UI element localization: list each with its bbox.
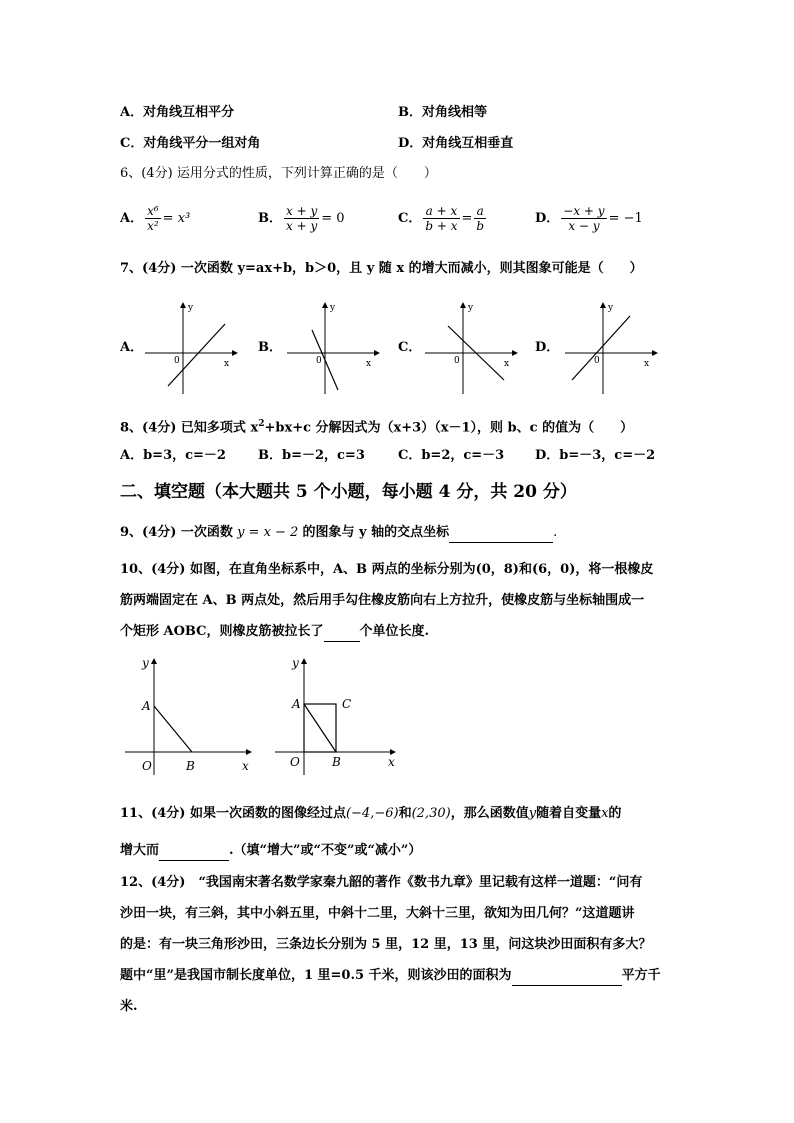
q11-point2: (2,30) (411, 806, 451, 821)
q6-option-d: D． $\frac{-x + y}{x - y}$ = −1 (535, 204, 643, 233)
point-b-label: B (186, 759, 195, 773)
origin-label: 0 (174, 356, 180, 366)
q10-line1: 10、(4分) 如图，在直角坐标系中，A、B 两点的坐标分别为(0，8)和(6，0)，将一根橡皮 (120, 562, 654, 577)
q6-option-a: A． $\frac{\text{x⁶}}{\text{x²}}$ = x³ (120, 204, 191, 233)
point-a-label: A (142, 699, 151, 713)
q8-option-d: D．b=－3，c=－2 (535, 448, 656, 463)
q5-option-b: B．对角线相等 (398, 105, 487, 120)
axis-y-label: y (608, 303, 614, 313)
axis-y-label: y (188, 303, 194, 313)
point-o-label: O (290, 755, 300, 769)
point-b-label: B (332, 755, 341, 769)
q8-option-c: C．b=2，c=－3 (398, 448, 505, 463)
q9-formula: y = x − 2 (237, 525, 299, 540)
q7-graph-a (140, 298, 240, 398)
q6-option-c: C． $\frac{a + x}{b + x}$ = $\frac{a}{b}$ (398, 204, 485, 233)
q11-point1: (−4,−6) (345, 806, 399, 821)
section-heading: 二、填空题（本大题共 5 个小题，每小题 4 分，共 20 分） (120, 482, 577, 502)
q12-line2: 沙田一块，有三斜，其中小斜五里，中斜十二里，大斜十三里，欲知为田几何？”这道题讲 (120, 906, 635, 921)
q9-line: 9、(4分) 一次函数 y = x − 2 的图象与 y 轴的交点坐标 . (120, 524, 557, 543)
axis-y-label: y (468, 303, 474, 313)
q7-graph-c (420, 298, 520, 398)
q7-option-a-label: A． (120, 340, 144, 355)
q5-option-d: D．对角线互相垂直 (398, 136, 514, 151)
q12-answer-blank[interactable] (512, 967, 622, 986)
q8-stem: 8、(4分) 已知多项式 $x^2+bx+c$ 分解因式为（x+3）（x－1），则 b、c 的值为（ ） (120, 419, 634, 436)
q10-line3: 个矩形 AOBC，则橡皮筋被拉长了 个单位长度. (120, 623, 429, 642)
q8-option-a: A．b=3，c=－2 (120, 448, 226, 463)
axis-x-label: x (366, 359, 372, 369)
q5-option-a: A．对角线互相平分 (120, 105, 235, 120)
q12-line5: 米. (120, 999, 138, 1014)
q10-figure-left (120, 650, 260, 780)
axis-x-label: x (242, 759, 249, 773)
q7-stem: 7、(4分) 一次函数 y=ax+b，b＞0，且 y 随 x 的增大而减小，则其图象可能是（ ） (120, 261, 643, 276)
point-c-label: C (342, 697, 352, 711)
axis-x-label: x (504, 359, 510, 369)
q10-line2: 筋两端固定在 A、B 两点处，然后用手勾住橡皮筋向右上方拉升，使橡皮筋与坐标轴围成一 (120, 593, 645, 608)
q11-line2: 增大而 .（填“增大”或“不变”或“减小”） (120, 842, 421, 861)
q12-line1: 12、(4分) “我国南宋著名数学家秦九韶的著作《数书九章》里记载有这样一道题：“问有 (120, 875, 643, 890)
q7-graph-d (560, 298, 660, 398)
q12-line4: 题中“里”是我国市制长度单位，1 里=0.5 千米，则该沙田的面积为 平方千 (120, 967, 661, 986)
q9-answer-blank[interactable] (449, 524, 553, 543)
q7-option-c-label: C． (398, 340, 422, 355)
axis-x-label: x (644, 359, 650, 369)
axis-x-label: x (388, 755, 395, 769)
q8-option-b: B．b=－2，c=3 (258, 448, 365, 463)
q11-line1: 11、(4分) 如果一次函数的图像经过点(−4,−6)和(2,30)，那么函数值y随着自变量x的 (120, 806, 622, 821)
q10-answer-blank[interactable] (324, 623, 360, 642)
q10-figure-right (270, 650, 410, 780)
q6-stem: 6、(4分) 运用分式的性质，下列计算正确的是（ ） (120, 166, 437, 181)
axis-y-label: y (142, 656, 149, 670)
point-o-label: O (142, 759, 152, 773)
q5-option-c: C．对角线平分一组对角 (120, 136, 261, 151)
point-a-label: A (292, 697, 301, 711)
q7-option-d-label: D． (535, 340, 560, 355)
axis-y-label: y (330, 303, 336, 313)
origin-label: 0 (454, 356, 460, 366)
origin-label: 0 (316, 356, 322, 366)
q11-answer-blank[interactable] (159, 842, 229, 861)
axis-y-label: y (292, 656, 299, 670)
axis-x-label: x (224, 359, 230, 369)
origin-label: 0 (594, 356, 600, 366)
q7-option-b-label: B． (258, 340, 282, 355)
q7-graph-b (282, 298, 382, 398)
q12-line3: 的是：有一块三角形沙田，三条边长分别为 5 里，12 里，13 里，问这块沙田面积有多大？ (120, 937, 652, 952)
q6-option-b: B． $\frac{x + y}{x + y}$ = 0 (258, 204, 345, 233)
